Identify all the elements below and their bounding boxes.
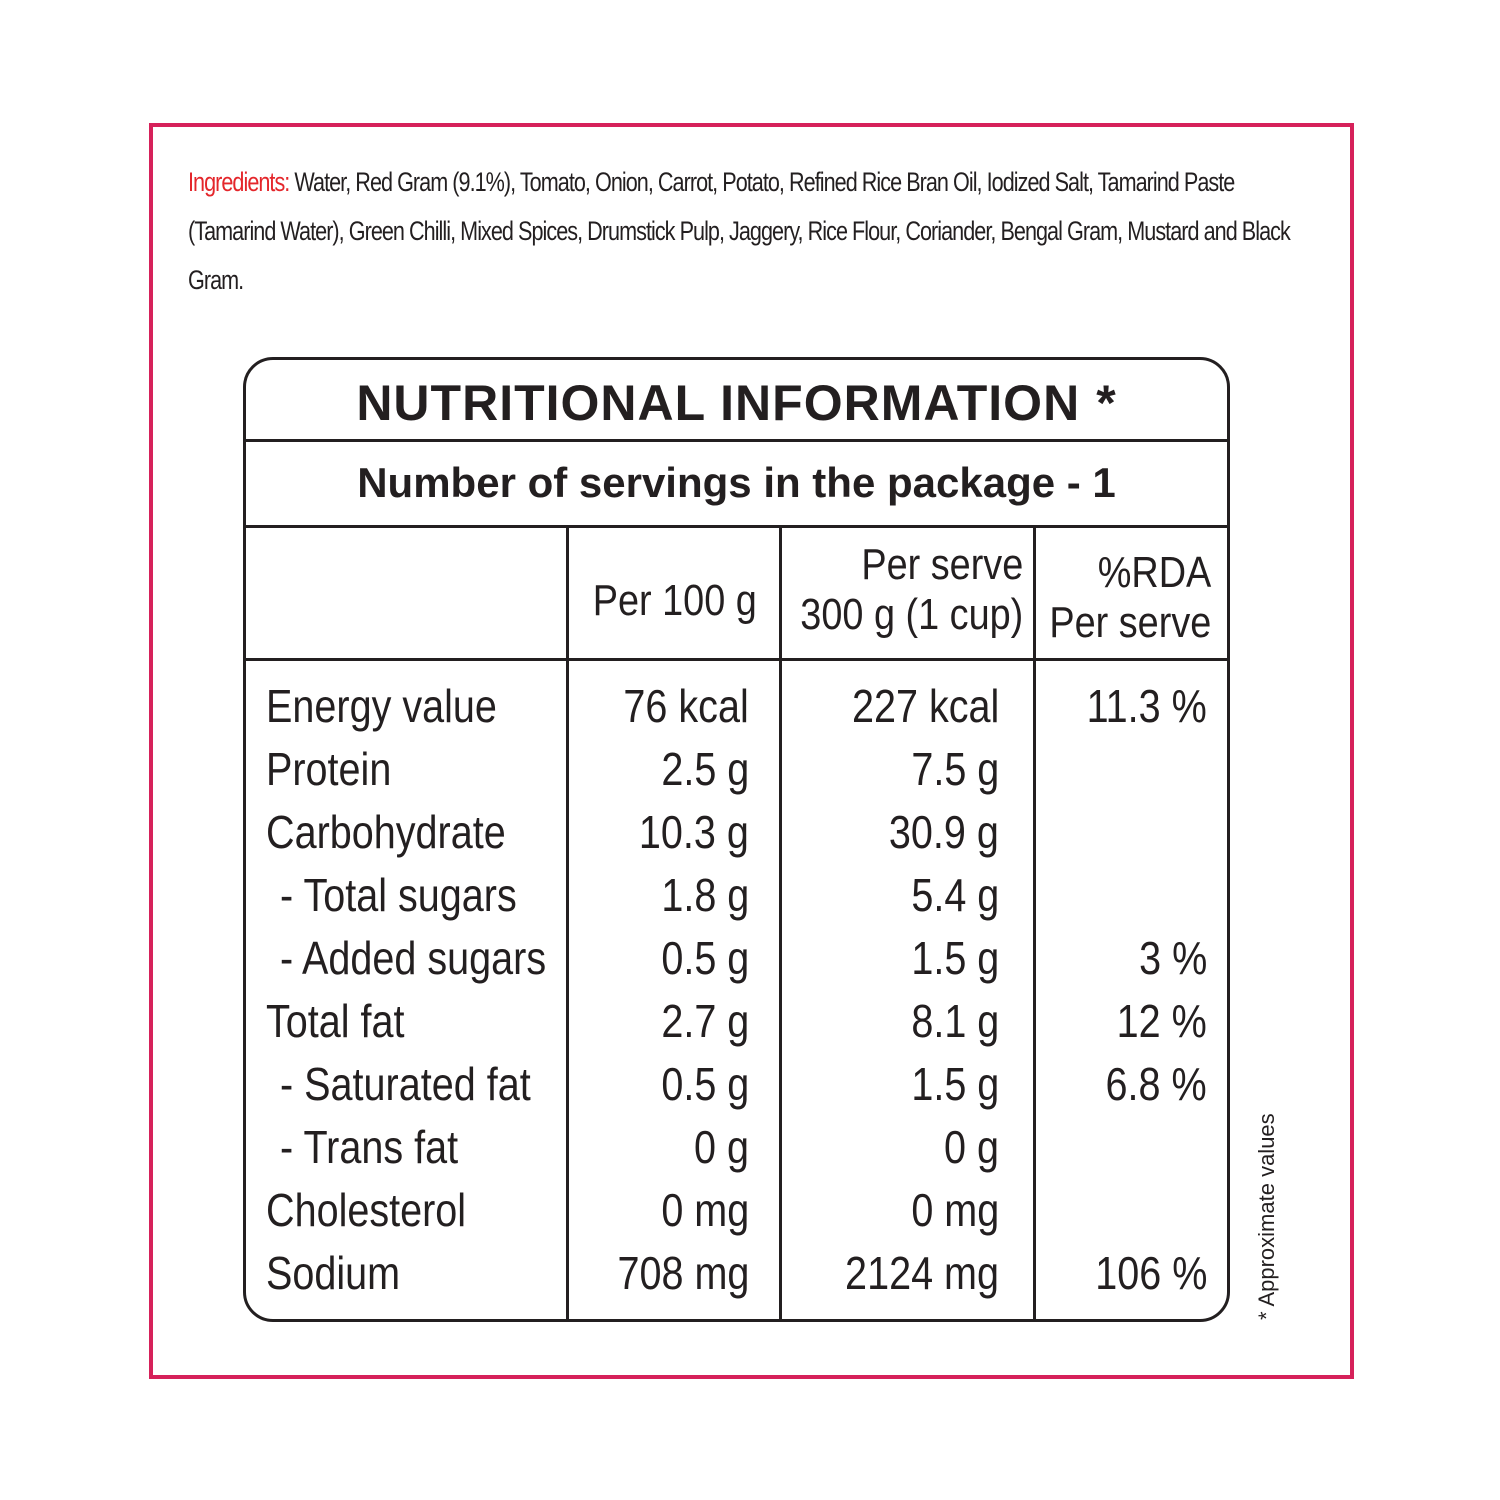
nutrient-name-text: - Trans fat <box>280 1121 459 1173</box>
nutrient-name <box>266 990 427 1053</box>
nutrient-row <box>246 738 1227 801</box>
value-per-100g <box>647 864 749 927</box>
value-rda <box>1067 675 1207 738</box>
nutrient-name <box>266 738 412 801</box>
nutrient-name <box>280 1116 487 1179</box>
header-per-serve <box>764 540 1023 640</box>
approximate-values-note: * Approximate values <box>1254 1113 1279 1320</box>
nutrient-row <box>246 1116 1227 1179</box>
value-rda <box>1089 1053 1207 1116</box>
value-per-serve <box>897 1179 999 1242</box>
value-per-100g-text: 1.8 g <box>661 869 749 921</box>
value-per-100g-text: 2.7 g <box>661 995 749 1047</box>
value-per-serve <box>871 801 999 864</box>
value-per-serve-text: 5.4 g <box>911 869 999 921</box>
value-per-100g <box>647 927 749 990</box>
value-per-100g <box>647 738 749 801</box>
ingredients-label: Ingredients: <box>188 167 290 197</box>
value-per-serve-text: 227 kcal <box>851 680 999 732</box>
nutrient-name-text: - Saturated fat <box>280 1058 531 1110</box>
value-per-serve <box>897 738 999 801</box>
value-per-serve-text: 1.5 g <box>911 1058 999 1110</box>
value-rda-text: 3 % <box>1138 932 1207 984</box>
header-rda-line2: Per serve <box>1049 598 1211 647</box>
value-per-serve <box>820 1242 999 1305</box>
header-divider <box>246 658 1227 661</box>
nutrient-name <box>280 927 589 990</box>
value-rda-text: 6.8 % <box>1105 1058 1207 1110</box>
nutrition-table <box>243 357 1230 1322</box>
header-per-100g <box>566 576 757 626</box>
nutrient-row <box>246 675 1227 738</box>
nutrient-name-text: Cholesterol <box>266 1184 467 1236</box>
value-per-serve-text: 7.5 g <box>911 743 999 795</box>
value-per-serve-text: 8.1 g <box>911 995 999 1047</box>
ingredients-paragraph <box>188 158 1300 305</box>
value-per-serve-text: 2124 mg <box>845 1247 999 1299</box>
value-per-100g-text: 10.3 g <box>639 806 749 858</box>
value-per-serve <box>828 675 999 738</box>
nutrient-row <box>246 990 1227 1053</box>
value-per-100g-text: 0.5 g <box>661 932 749 984</box>
value-per-100g <box>685 1116 749 1179</box>
value-per-100g <box>647 1053 749 1116</box>
nutrient-name-text: Sodium <box>266 1247 401 1299</box>
nutrient-rows <box>246 675 1227 1305</box>
nutrient-row <box>246 1053 1227 1116</box>
value-per-serve <box>935 1116 999 1179</box>
value-per-100g <box>603 675 749 738</box>
nutrient-name-text: Protein <box>266 743 392 795</box>
header-rda-line1: %RDA <box>1097 548 1211 597</box>
nutrition-title-asterisk: * <box>1096 375 1117 431</box>
nutrient-name-text: - Added sugars <box>280 932 547 984</box>
value-per-serve <box>897 864 999 927</box>
nutrition-title-text: NUTRITIONAL INFORMATION <box>356 375 1081 431</box>
value-per-100g <box>621 801 749 864</box>
nutrient-row <box>246 801 1227 864</box>
value-rda-text: 106 % <box>1094 1247 1207 1299</box>
value-per-100g-text: 0 g <box>694 1121 749 1173</box>
value-rda-text: 11.3 % <box>1086 680 1207 732</box>
value-per-serve-text: 30.9 g <box>889 806 999 858</box>
value-per-serve <box>897 1053 999 1116</box>
nutrient-name-text: Carbohydrate <box>266 806 506 858</box>
value-rda <box>1102 990 1207 1053</box>
value-rda <box>1077 1242 1207 1305</box>
value-per-serve <box>897 927 999 990</box>
nutrient-row <box>246 864 1227 927</box>
value-per-100g-text: 76 kcal <box>623 680 749 732</box>
header-rda <box>1023 548 1211 648</box>
value-per-100g <box>596 1242 749 1305</box>
value-rda-text: 12 % <box>1116 995 1207 1047</box>
nutrient-name <box>280 1053 572 1116</box>
nutrient-row <box>246 1179 1227 1242</box>
value-per-100g-text: 2.5 g <box>661 743 749 795</box>
value-per-serve-text: 0 g <box>944 1121 999 1173</box>
value-per-serve-text: 1.5 g <box>911 932 999 984</box>
value-per-100g <box>647 1179 749 1242</box>
nutrient-name-text: Energy value <box>266 680 497 732</box>
value-per-100g <box>647 990 749 1053</box>
value-rda <box>1128 927 1207 990</box>
nutrition-title <box>246 360 1227 442</box>
value-per-100g-text: 708 mg <box>617 1247 749 1299</box>
nutrient-name <box>266 1179 499 1242</box>
ingredients-text: Water, Red Gram (9.1%), Tomato, Onion, Carrot, Potato, Refined Rice Bran Oil, Iodized Salt, Tamarind Paste (Tamarind Water), Green Chilli, Mixed Spices, Drumstick Pulp, Jaggery, Rice Flour, Coriander, Bengal Gram, Mustard and Black Gram. <box>188 167 1290 295</box>
header-per-100g-text: Per 100 g <box>592 576 757 625</box>
servings-info: Number of servings in the package - 1 <box>246 442 1227 528</box>
value-per-100g-text: 0.5 g <box>661 1058 749 1110</box>
nutrient-name <box>266 675 535 738</box>
value-per-serve <box>897 990 999 1053</box>
header-per-serve-line1: Per serve <box>861 540 1023 589</box>
value-per-serve-text: 0 mg <box>911 1184 999 1236</box>
nutrient-name-text: - Total sugars <box>280 869 517 921</box>
nutrient-row <box>246 927 1227 990</box>
nutrient-name <box>280 864 555 927</box>
nutrient-name <box>266 801 545 864</box>
header-per-serve-line2: 300 g (1 cup) <box>800 590 1023 639</box>
nutrient-name <box>266 1242 422 1305</box>
nutrient-name-text: Total fat <box>266 995 405 1047</box>
value-per-100g-text: 0 mg <box>661 1184 749 1236</box>
nutrient-row <box>246 1242 1227 1305</box>
